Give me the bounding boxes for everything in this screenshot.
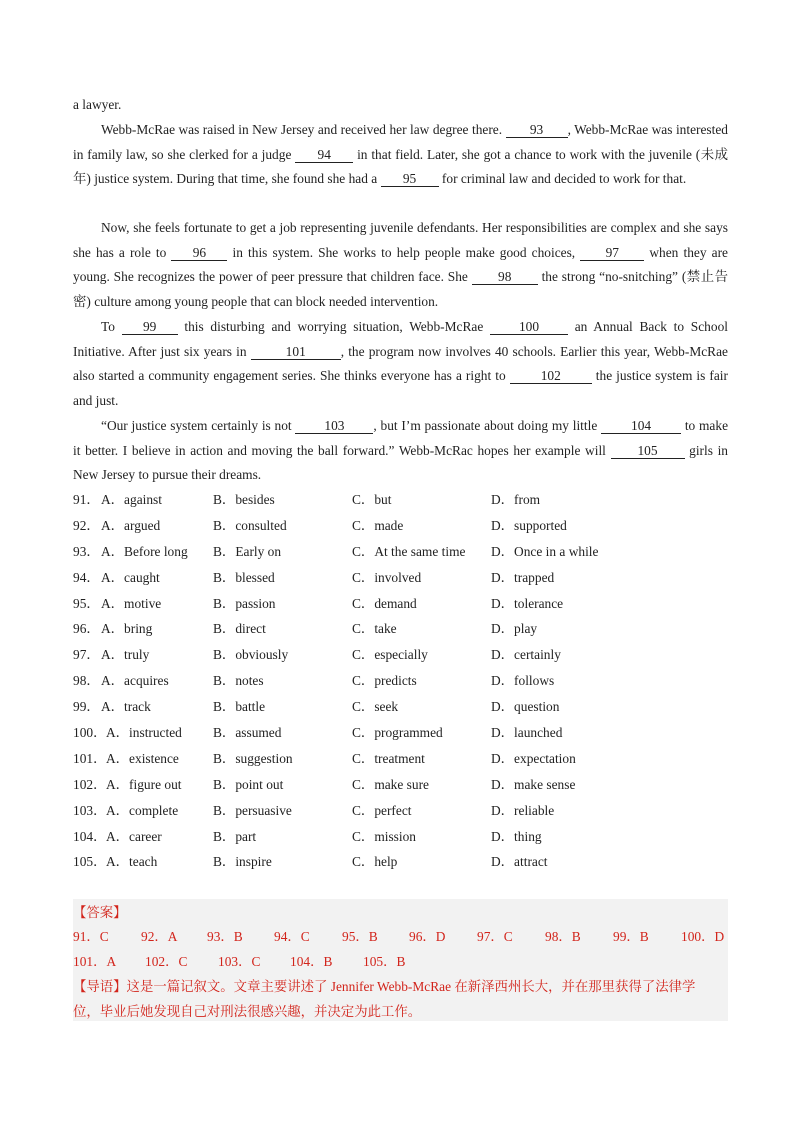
blank-96[interactable]: 96	[171, 246, 227, 261]
text: , Webb-McRae was interested in family law, so she clerked for a judge	[73, 122, 728, 162]
blank-93[interactable]: 93	[506, 123, 568, 138]
option-c[interactable]: C．help	[352, 854, 398, 870]
option-c[interactable]: C．At the same time	[352, 543, 466, 559]
passage-line-0	[73, 93, 728, 118]
question-number: 105．	[73, 854, 107, 870]
answer-row-2	[73, 949, 733, 974]
option-a[interactable]: A．teach	[106, 854, 158, 870]
text: Webb-McRae was raised in New Jersey and received her law degree there.	[101, 122, 506, 137]
blank-95[interactable]: 95	[381, 172, 439, 187]
option-b[interactable]: B．Early on	[213, 543, 282, 559]
answer-item: 101．A	[73, 954, 117, 969]
question-number: 93．	[73, 543, 100, 559]
text: for criminal law and decided to work for that.	[438, 171, 687, 187]
option-b[interactable]: B．passion	[213, 595, 276, 611]
option-b[interactable]: B．blessed	[213, 569, 275, 585]
guide-line-1: 【导语】这是一篇记叙文。文章主要讲述了 Jennifer Webb-McRae 在新泽西州长大，并在那里获得了法律学	[73, 979, 696, 994]
option-d[interactable]: D．thing	[491, 828, 542, 844]
option-d[interactable]: D．supported	[491, 517, 567, 533]
option-b[interactable]: B．suggestion	[213, 750, 293, 766]
blank-101[interactable]: 101	[251, 345, 341, 360]
option-a[interactable]: A．acquires	[101, 673, 169, 689]
option-c[interactable]: C．but	[352, 492, 392, 507]
option-b[interactable]: B．persuasive	[213, 802, 292, 818]
text: , the program now involves 40 schools. Earlier this year, Webb-McRae also started a community engagement series. She thinks everyone has a right to	[73, 343, 728, 384]
option-c[interactable]: C．programmed	[352, 725, 443, 741]
answer-item: 99．B	[613, 929, 649, 944]
option-d[interactable]: D．reliable	[491, 802, 555, 818]
option-d[interactable]: D．question	[491, 699, 560, 715]
answer-item: 95．B	[342, 929, 378, 944]
question-number: 104．	[73, 828, 107, 844]
option-b[interactable]: B．obviously	[213, 647, 289, 663]
answer-item: 104．B	[290, 954, 333, 969]
answer-item: 93．B	[207, 929, 243, 944]
question-number: 91．	[73, 492, 100, 507]
question-number: 95．	[73, 595, 100, 611]
text: the justice system is fair and just.	[73, 368, 728, 409]
answer-item: 91．C	[73, 929, 109, 944]
option-a[interactable]: A．argued	[101, 517, 161, 533]
answer-row-1	[73, 924, 733, 949]
option-c[interactable]: C．treatment	[352, 750, 425, 766]
blank-99[interactable]: 99	[122, 320, 178, 335]
answer-item: 97．C	[477, 929, 513, 944]
option-d[interactable]: D．make sense	[491, 776, 576, 792]
blank-103[interactable]: 103	[295, 419, 373, 434]
option-a[interactable]: A．complete	[106, 802, 179, 818]
option-b[interactable]: B．point out	[213, 776, 284, 792]
blank-97[interactable]: 97	[580, 246, 644, 261]
option-d[interactable]: D．certainly	[491, 647, 561, 663]
text: girls in New Jersey to pursue their dreams.	[73, 442, 728, 483]
question-number: 100．	[73, 725, 107, 741]
option-b[interactable]: B．consulted	[213, 517, 287, 533]
paragraph-3	[73, 315, 728, 414]
option-c[interactable]: C．especially	[352, 647, 428, 663]
option-b[interactable]: B．inspire	[213, 854, 272, 870]
option-c[interactable]: C．perfect	[352, 802, 412, 818]
option-a[interactable]: A．track	[101, 699, 151, 715]
option-d[interactable]: D．follows	[491, 673, 555, 689]
text: Now, she feels fortunate to get a job representing juvenile defendants. Her responsibilities are complex and she says she has a role to	[73, 220, 728, 260]
option-a[interactable]: A．instructed	[106, 725, 182, 741]
option-d[interactable]: D．from	[491, 492, 541, 507]
answer-item: 92．A	[141, 929, 178, 944]
question-number: 102．	[73, 776, 107, 792]
paragraph-2	[73, 216, 728, 315]
option-b[interactable]: B．part	[213, 828, 257, 844]
answer-item: 102．C	[145, 954, 188, 969]
question-number: 92．	[73, 517, 100, 533]
answer-heading: 【答案】	[73, 905, 127, 920]
option-a[interactable]: A．existence	[106, 750, 179, 766]
text: this disturbing and worrying situation, Webb-McRae	[177, 319, 490, 334]
blank-98[interactable]: 98	[472, 270, 538, 285]
option-b[interactable]: B．direct	[213, 621, 266, 637]
text: to make it better. I believe in action and moving the ball forward.” Webb-McRac hopes her example will	[73, 418, 729, 458]
option-a[interactable]: A．caught	[101, 569, 160, 585]
blank-100[interactable]: 100	[490, 320, 568, 335]
option-c[interactable]: C．demand	[352, 595, 417, 611]
blank-104[interactable]: 104	[601, 419, 681, 434]
option-c[interactable]: C．predicts	[352, 673, 417, 689]
text: an Annual Back to School Initiative. After just six years in	[73, 319, 728, 359]
option-a[interactable]: A．bring	[101, 621, 153, 637]
question-number: 99．	[73, 699, 100, 715]
option-c[interactable]: C．involved	[352, 569, 422, 585]
blank-102[interactable]: 102	[510, 369, 592, 384]
option-d[interactable]: D．attract	[491, 854, 548, 870]
text: in this system. She works to help people make good choices,	[227, 244, 581, 260]
option-a[interactable]: A．figure out	[106, 776, 182, 792]
text: “Our justice system certainly is not	[101, 418, 296, 433]
answer-item: 94．C	[274, 929, 310, 944]
option-c[interactable]: C．seek	[352, 699, 399, 715]
option-a[interactable]: A．Before long	[101, 543, 188, 559]
option-a[interactable]: A．motive	[101, 595, 162, 611]
option-d[interactable]: D．trapped	[491, 569, 555, 585]
blank-94[interactable]: 94	[295, 148, 353, 163]
paragraph-1	[73, 118, 728, 192]
option-d[interactable]: D．launched	[491, 725, 563, 741]
option-b[interactable]: B．battle	[213, 699, 266, 715]
guide-line-2: 位，毕业后她发现自己对刑法很感兴趣，并决定为此工作。	[73, 1004, 422, 1019]
text: a lawyer.	[73, 97, 122, 112]
text: , but I’m passionate about doing my little	[373, 418, 602, 433]
question-number: 98．	[73, 673, 100, 689]
text: when they are young. She recognizes the power of peer pressure that children face. She	[73, 244, 728, 285]
text: in that field. Later, she got a chance to work with the juvenile (未成年) justice system. During that time, she found she had a	[73, 146, 728, 187]
option-b[interactable]: B．besides	[213, 492, 275, 507]
option-c[interactable]: C．mission	[352, 828, 416, 844]
text: To	[101, 319, 122, 334]
question-number: 101．	[73, 750, 107, 766]
answer-item: 96．D	[409, 929, 446, 944]
option-d[interactable]: D．expectation	[491, 750, 576, 766]
option-d[interactable]: D．Once in a while	[491, 543, 599, 559]
question-number: 97．	[73, 647, 100, 663]
blank-105[interactable]: 105	[611, 444, 685, 459]
option-c[interactable]: C．made	[352, 517, 404, 533]
answer-item: 98．B	[545, 929, 581, 944]
option-a[interactable]: A．career	[106, 828, 162, 844]
option-a[interactable]: A．against	[101, 492, 162, 507]
answer-item: 105．B	[363, 954, 406, 969]
question-number: 96．	[73, 621, 100, 637]
option-b[interactable]: B．assumed	[213, 725, 282, 741]
question-number: 103．	[73, 802, 107, 818]
answer-item: 100．D	[681, 929, 725, 944]
option-b[interactable]: B．notes	[213, 673, 264, 689]
option-a[interactable]: A．truly	[101, 647, 150, 663]
option-c[interactable]: C．make sure	[352, 776, 429, 792]
option-d[interactable]: D．tolerance	[491, 595, 564, 611]
paragraph-4	[73, 414, 728, 488]
option-c[interactable]: C．take	[352, 621, 397, 637]
option-d[interactable]: D．play	[491, 621, 538, 637]
question-number: 94．	[73, 569, 100, 585]
answer-item: 103．C	[218, 954, 261, 969]
text: the strong “no-snitching” (禁止告密) culture among young people that can block needed intervention.	[73, 269, 728, 310]
